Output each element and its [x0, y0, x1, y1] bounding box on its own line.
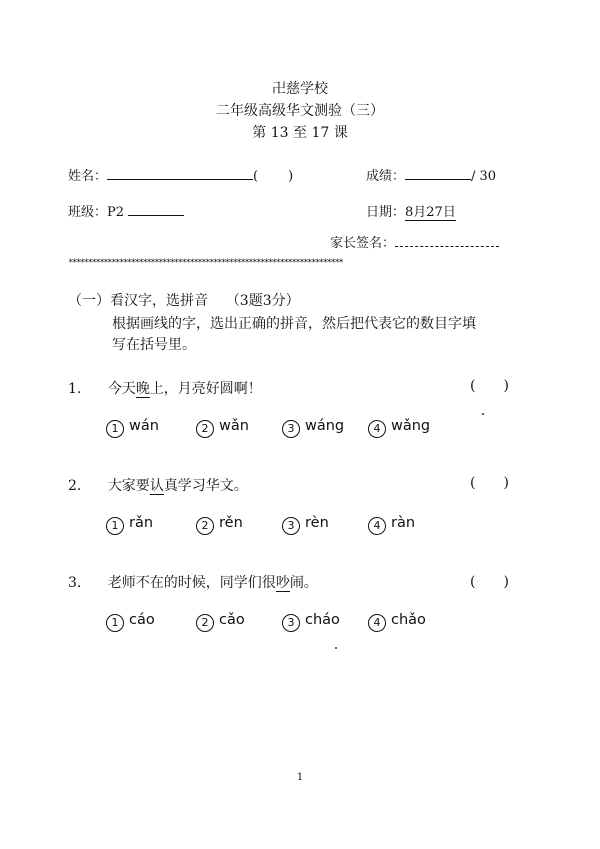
- name-blank[interactable]: [107, 167, 253, 180]
- circled-number: 3: [282, 420, 300, 438]
- pinyin-option: rèn: [305, 515, 329, 531]
- question-2: [68, 475, 248, 495]
- section-points: （3题3分）: [225, 293, 300, 309]
- question-text-before: 老师不在的时候，同学们很: [107, 575, 276, 591]
- question-text-before: 今天: [107, 381, 136, 397]
- question-number: 1.: [68, 381, 82, 397]
- pinyin-option: rěn: [219, 515, 243, 531]
- option-3-1[interactable]: [106, 612, 155, 632]
- question-text-after: 上，月亮好圆啊！: [149, 381, 262, 397]
- pinyin-option: rǎn: [129, 515, 154, 531]
- section-heading: （一）看汉字，选拼音: [68, 293, 208, 309]
- asterisk-divider: **********************************************************************: [68, 258, 343, 268]
- class-value: P2: [107, 205, 125, 220]
- instruction-line-2: 写在括号里。: [112, 337, 196, 353]
- score-label: 成绩：: [366, 169, 406, 184]
- option-3-2[interactable]: [196, 612, 245, 632]
- option-1-2[interactable]: [196, 418, 249, 438]
- lesson-range: 第 13 至 17 课: [252, 125, 348, 141]
- underlined-character: 晚: [135, 381, 150, 397]
- pinyin-option: wǎng: [391, 418, 431, 434]
- circled-number: 4: [368, 420, 386, 438]
- name-paren-open: (: [253, 169, 259, 184]
- page-number: 1: [296, 772, 304, 783]
- exam-title: 二年级高级华文测验（三）: [216, 103, 384, 119]
- question-3: [68, 572, 318, 592]
- pinyin-option: chǎo: [391, 612, 426, 628]
- pinyin-option: wán: [129, 418, 159, 434]
- scan-speck: [482, 413, 484, 415]
- score-total: / 30: [471, 169, 497, 184]
- option-3-4[interactable]: [368, 612, 426, 632]
- parent-signature-blank[interactable]: [395, 234, 499, 247]
- score-row: [366, 165, 496, 184]
- question-text-before: 大家要: [107, 478, 150, 494]
- underlined-character: 吵: [275, 575, 290, 591]
- question-text-after: 闹。: [289, 575, 318, 591]
- class-blank[interactable]: [128, 203, 184, 216]
- section-heading-row: [68, 290, 300, 310]
- option-2-2[interactable]: [196, 515, 243, 535]
- circled-number: 2: [196, 420, 214, 438]
- underlined-character: 认: [149, 478, 164, 494]
- question-1: [68, 378, 262, 398]
- parent-signature-label: 家长签名：: [330, 236, 396, 251]
- circled-number: 3: [282, 614, 300, 632]
- date-row: [366, 201, 456, 220]
- circled-number: 3: [282, 517, 300, 535]
- circled-number: 1: [106, 614, 124, 632]
- class-label: 班级：: [68, 205, 108, 220]
- question-number: 2.: [68, 478, 82, 494]
- name-paren-close: ): [288, 169, 294, 184]
- date-value: 8月27日: [405, 205, 456, 220]
- pinyin-option: cǎo: [219, 612, 245, 628]
- pinyin-option: ràn: [391, 515, 416, 531]
- option-1-1[interactable]: [106, 418, 159, 438]
- option-2-4[interactable]: [368, 515, 415, 535]
- circled-number: 2: [196, 517, 214, 535]
- question-number: 3.: [68, 575, 82, 591]
- pinyin-option: cáo: [129, 612, 155, 628]
- option-2-1[interactable]: [106, 515, 153, 535]
- answer-parentheses-2[interactable]: ( ): [470, 475, 509, 491]
- date-label: 日期：: [366, 205, 406, 220]
- pinyin-option: wǎn: [219, 418, 249, 434]
- score-blank[interactable]: [405, 167, 471, 180]
- school-name: 卍慈学校: [272, 81, 328, 97]
- pinyin-option: wáng: [305, 418, 345, 434]
- answer-parentheses-1[interactable]: ( ): [470, 378, 509, 394]
- name-row: [68, 165, 293, 184]
- name-label: 姓名：: [68, 169, 108, 184]
- circled-number: 2: [196, 614, 214, 632]
- circled-number: 1: [106, 420, 124, 438]
- answer-parentheses-3[interactable]: ( ): [470, 574, 509, 590]
- option-2-3[interactable]: [282, 515, 329, 535]
- circled-number: 4: [368, 517, 386, 535]
- scan-speck: [335, 647, 337, 649]
- question-text-after: 真学习华文。: [163, 478, 248, 494]
- class-row: [68, 201, 184, 220]
- option-1-4[interactable]: [368, 418, 430, 438]
- circled-number: 4: [368, 614, 386, 632]
- pinyin-option: cháo: [305, 612, 340, 628]
- parent-signature-row: [330, 232, 499, 251]
- option-1-3[interactable]: [282, 418, 344, 438]
- option-3-3[interactable]: [282, 612, 340, 632]
- circled-number: 1: [106, 517, 124, 535]
- instruction-line-1: 根据画线的字，选出正确的拼音，然后把代表它的数目字填: [112, 316, 476, 332]
